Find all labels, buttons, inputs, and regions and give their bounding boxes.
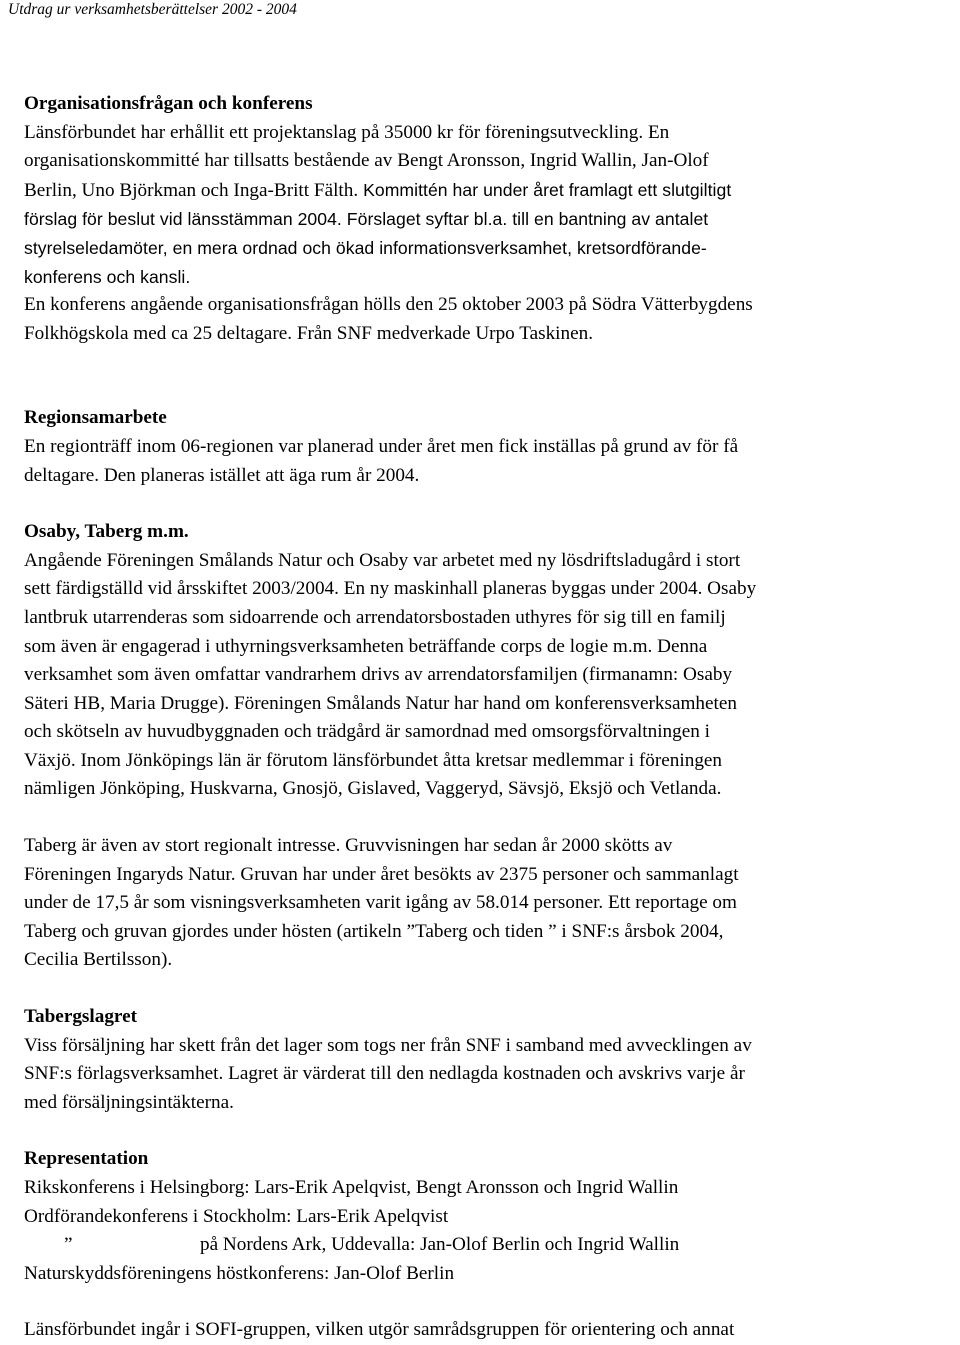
section-organisation <box>24 90 944 348</box>
section-spacer <box>24 1288 944 1316</box>
section-tabergslagret <box>24 1003 944 1117</box>
text-line: En regionträff inom 06-regionen var planerad under året men fick inställas på grund av för få <box>24 435 739 457</box>
text-line: SNF:s förlagsverksamhet. Lagret är värderat till den nedlagda kostnaden och avskrivs varje år <box>24 1063 745 1085</box>
text-line: Taberg och gruvan gjordes under hösten (artikeln ”Taberg och tiden ” i SNF:s årsbok 2004, <box>24 920 724 942</box>
text-line: Ordförandekonferens i Stockholm: Lars-Erik Apelqvist <box>24 1205 449 1227</box>
text-line: Länsförbundet har erhållit ett projektanslag på 35000 kr för föreningsutveckling. En <box>24 121 670 143</box>
section-osaby-taberg <box>24 518 944 975</box>
text-line: En konferens angående organisationsfrågan hölls den 25 oktober 2003 på Södra Vätterbygdens <box>24 294 753 316</box>
ditto-mark: ” <box>64 1234 73 1256</box>
document-body <box>24 90 944 1345</box>
text-line: förslag för beslut vid länsstämman 2004. Förslaget syftar bl.a. till en bantning av antalet <box>24 209 709 230</box>
section-heading-tabergslagret: Tabergslagret <box>24 1006 137 1028</box>
text-line: Växjö. Inom Jönköpings län är förutom länsförbundet åtta kretsar medlemmar i föreningen <box>24 749 723 771</box>
text-line: konferens och kansli. <box>24 266 191 287</box>
text-line: Cecilia Bertilsson). <box>24 949 173 971</box>
text-line: som även är engagerad i uthyrningsverksamheten beträffande corps de logie m.m. Denna <box>24 635 708 657</box>
text-line: och skötseln av huvudbyggnaden och trädgård är samordnad med omsorgsförvaltningen i <box>24 721 710 743</box>
text-line: organisationskommitté har tillsatts bestående av Bengt Aronsson, Ingrid Wallin, Jan-Olof <box>24 150 709 172</box>
section-spacer <box>24 975 944 1003</box>
text-line: Rikskonferens i Helsingborg: Lars-Erik Apelqvist, Bengt Aronsson och Ingrid Wallin <box>24 1177 679 1198</box>
section-heading-organisation: Organisationsfrågan och konferens <box>24 93 313 114</box>
section-sofi <box>24 1316 944 1345</box>
section-heading-osaby-taberg: Osaby, Taberg m.m. <box>24 521 189 543</box>
section-heading-regionsamarbete: Regionsamarbete <box>24 407 167 429</box>
text-line: Folkhögskola med ca 25 deltagare. Från SNF medverkade Urpo Taskinen. <box>24 322 594 344</box>
text-line: Viss försäljning har skett från det lager som togs ner från SNF i samband med avvecklingen av <box>24 1034 752 1056</box>
text-line: Föreningen Ingaryds Natur. Gruvan har under året besökts av 2375 personer och sammanlagt <box>24 863 739 885</box>
text-line: Angående Föreningen Smålands Natur och Osaby var arbetet med ny lösdriftsladugård i stort <box>24 549 741 571</box>
text-line <box>24 1231 944 1260</box>
text-line: sett färdigställd vid årsskiftet 2003/2004. En ny maskinhall planeras byggas under 2004. Osaby <box>24 578 757 600</box>
section-regionsamarbete <box>24 404 944 490</box>
text-line: nämligen Jönköping, Huskvarna, Gnosjö, Gislaved, Vaggeryd, Sävsjö, Eksjö och Vetlanda. <box>24 778 722 800</box>
text-line: med försäljningsintäkterna. <box>24 1091 234 1113</box>
section-spacer <box>24 348 944 404</box>
text-line: Säteri HB, Maria Drugge). Föreningen Smålands Natur har hand om konferensverksamheten <box>24 692 737 714</box>
section-spacer <box>24 490 944 518</box>
text-line: Taberg är även av stort regionalt intresse. Gruvvisningen har sedan år 2000 skötts av <box>24 835 673 857</box>
text-line: lantbruk utarrenderas som sidoarrende och arrendatorsbostaden uthyres för sig till en familj <box>24 606 726 628</box>
section-heading-representation: Representation <box>24 1148 149 1170</box>
text-run: på Nordens Ark, Uddevalla: Jan-Olof Berlin och Ingrid Wallin <box>200 1234 680 1256</box>
text-line: Länsförbundet ingår i SOFI-gruppen, vilken utgör samrådsgruppen för orientering och annat <box>24 1319 735 1341</box>
text-line <box>24 176 944 206</box>
running-header: Utdrag ur verksamhetsberättelser 2002 - 2004 <box>8 1 297 18</box>
text-line: styrelseledamöter, en mera ordnad och ökad informationsverksamhet, kretsordförande- <box>24 237 707 258</box>
section-representation <box>24 1145 944 1288</box>
text-line: under de 17,5 år som visningsverksamheten varit igång av 58.014 personer. Ett reportage om <box>24 892 737 914</box>
text-run: Berlin, Uno Björkman och Inga-Britt Fälth. <box>24 179 359 201</box>
paragraph-spacer <box>24 804 944 832</box>
text-line: deltagare. Den planeras istället att äga rum år 2004. <box>24 464 420 486</box>
text-line: Naturskyddsföreningens höstkonferens: Jan-Olof Berlin <box>24 1262 455 1284</box>
section-spacer <box>24 1117 944 1145</box>
text-run: Kommittén har under året framlagt ett slutgiltigt <box>358 179 732 200</box>
text-line: verksamhet som även omfattar vandrarhem drivs av arrendatorsfamiljen (firmanamn: Osaby <box>24 664 733 686</box>
